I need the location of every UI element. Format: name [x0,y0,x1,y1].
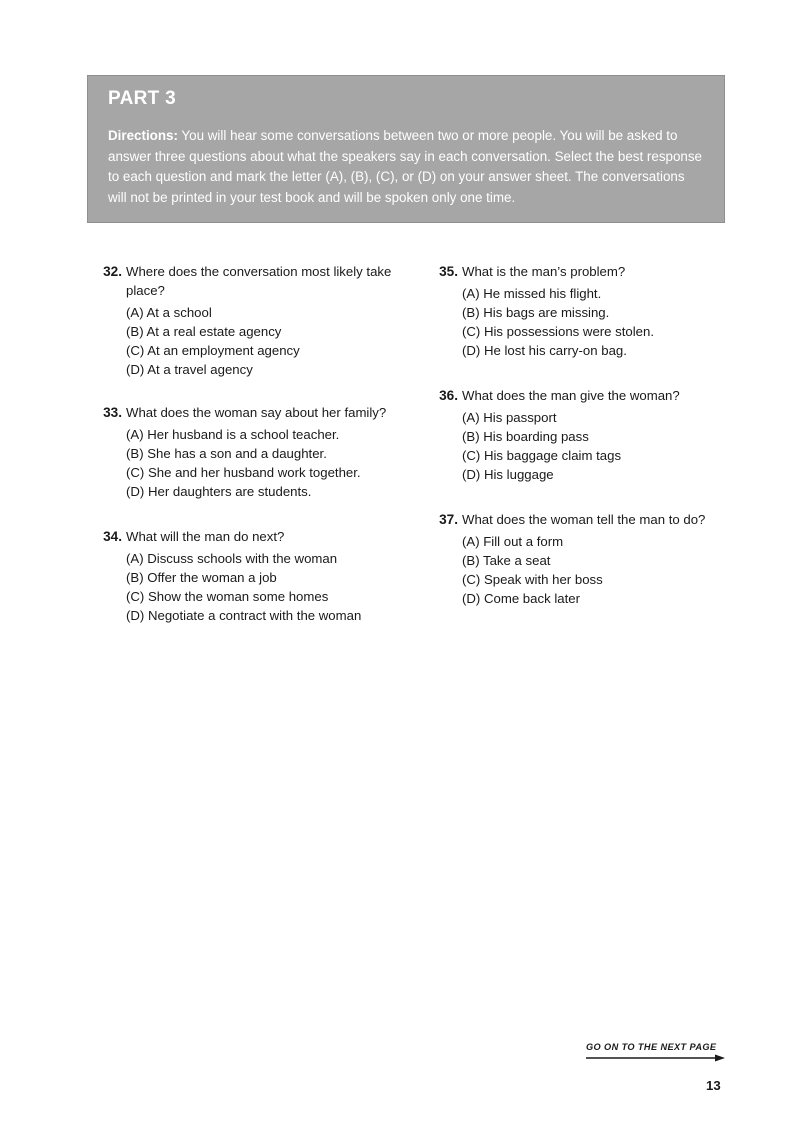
question-text: What does the man give the woman? [462,388,680,403]
answer-options [424,532,724,608]
question-head [424,510,724,529]
answer-option-d[interactable]: (D) At a travel agency [126,362,253,377]
answer-option-b[interactable]: (B) She has a son and a daughter. [126,446,327,461]
answer-option-b[interactable]: (B) Offer the woman a job [126,570,277,585]
question-head [88,262,398,300]
answer-option-b[interactable]: (B) Take a seat [462,553,551,568]
part-header-box [87,75,725,223]
answer-option-c[interactable]: (C) She and her husband work together. [126,465,361,480]
question-37 [424,510,724,608]
answer-option-b[interactable]: (B) His boarding pass [462,429,589,444]
answer-option-a[interactable]: (A) Her husband is a school teacher. [126,427,340,442]
directions-text: You will hear some conversations between two or more people. You will be asked to answer three questions about what the speakers say in each conversation. Select the best response to each question and mark the letter (A), (B), (C), or (D) on your answer sheet. The conversations will not be printed in your test book and will be spoken only one time. [108,128,703,205]
answer-options [88,549,398,625]
part-title: PART 3 [108,88,176,109]
question-32 [88,262,398,379]
next-page-label: GO ON TO THE NEXT PAGE [586,1042,717,1052]
answer-option-c[interactable]: (C) Speak with her boss [462,572,603,587]
answer-options [424,284,724,360]
question-number: 34. [103,529,122,544]
question-34 [88,527,398,625]
answer-option-a[interactable]: (A) He missed his flight. [462,286,602,301]
answer-option-b[interactable]: (B) At a real estate agency [126,324,282,339]
question-head [88,527,398,546]
question-text: What is the man’s problem? [462,264,626,279]
question-text: What will the man do next? [126,529,285,544]
answer-options [424,408,724,484]
answer-option-c[interactable]: (C) His possessions were stolen. [462,324,655,339]
question-number: 32. [103,264,122,279]
answer-options [88,303,398,379]
answer-options [88,425,398,501]
answer-option-c[interactable]: (C) At an employment agency [126,343,300,358]
answer-option-d[interactable]: (D) He lost his carry-on bag. [462,343,627,358]
answer-option-d[interactable]: (D) Come back later [462,591,580,606]
question-number: 35. [439,264,458,279]
question-36 [424,386,724,484]
question-text: Where does the conversation most likely take place? [126,264,392,298]
answer-option-a[interactable]: (A) His passport [462,410,557,425]
question-number: 36. [439,388,458,403]
answer-option-a[interactable]: (A) Fill out a form [462,534,564,549]
question-head [424,386,724,405]
next-page-indicator [586,1042,726,1062]
directions-paragraph [108,126,704,208]
right-arrow-icon [586,1054,726,1062]
answer-option-a[interactable]: (A) At a school [126,305,212,320]
question-head [424,262,724,281]
answer-option-b[interactable]: (B) His bags are missing. [462,305,610,320]
directions-label: Directions: [108,128,178,143]
question-text: What does the woman tell the man to do? [462,512,706,527]
question-text: What does the woman say about her family? [126,405,387,420]
answer-option-d[interactable]: (D) His luggage [462,467,554,482]
answer-option-d[interactable]: (D) Negotiate a contract with the woman [126,608,362,623]
question-number: 37. [439,512,458,527]
answer-option-c[interactable]: (C) Show the woman some homes [126,589,329,604]
question-35 [424,262,724,360]
page-number: 13 [706,1078,721,1093]
question-33 [88,403,398,501]
answer-option-d[interactable]: (D) Her daughters are students. [126,484,312,499]
question-head [88,403,398,422]
question-number: 33. [103,405,122,420]
answer-option-a[interactable]: (A) Discuss schools with the woman [126,551,338,566]
answer-option-c[interactable]: (C) His baggage claim tags [462,448,622,463]
